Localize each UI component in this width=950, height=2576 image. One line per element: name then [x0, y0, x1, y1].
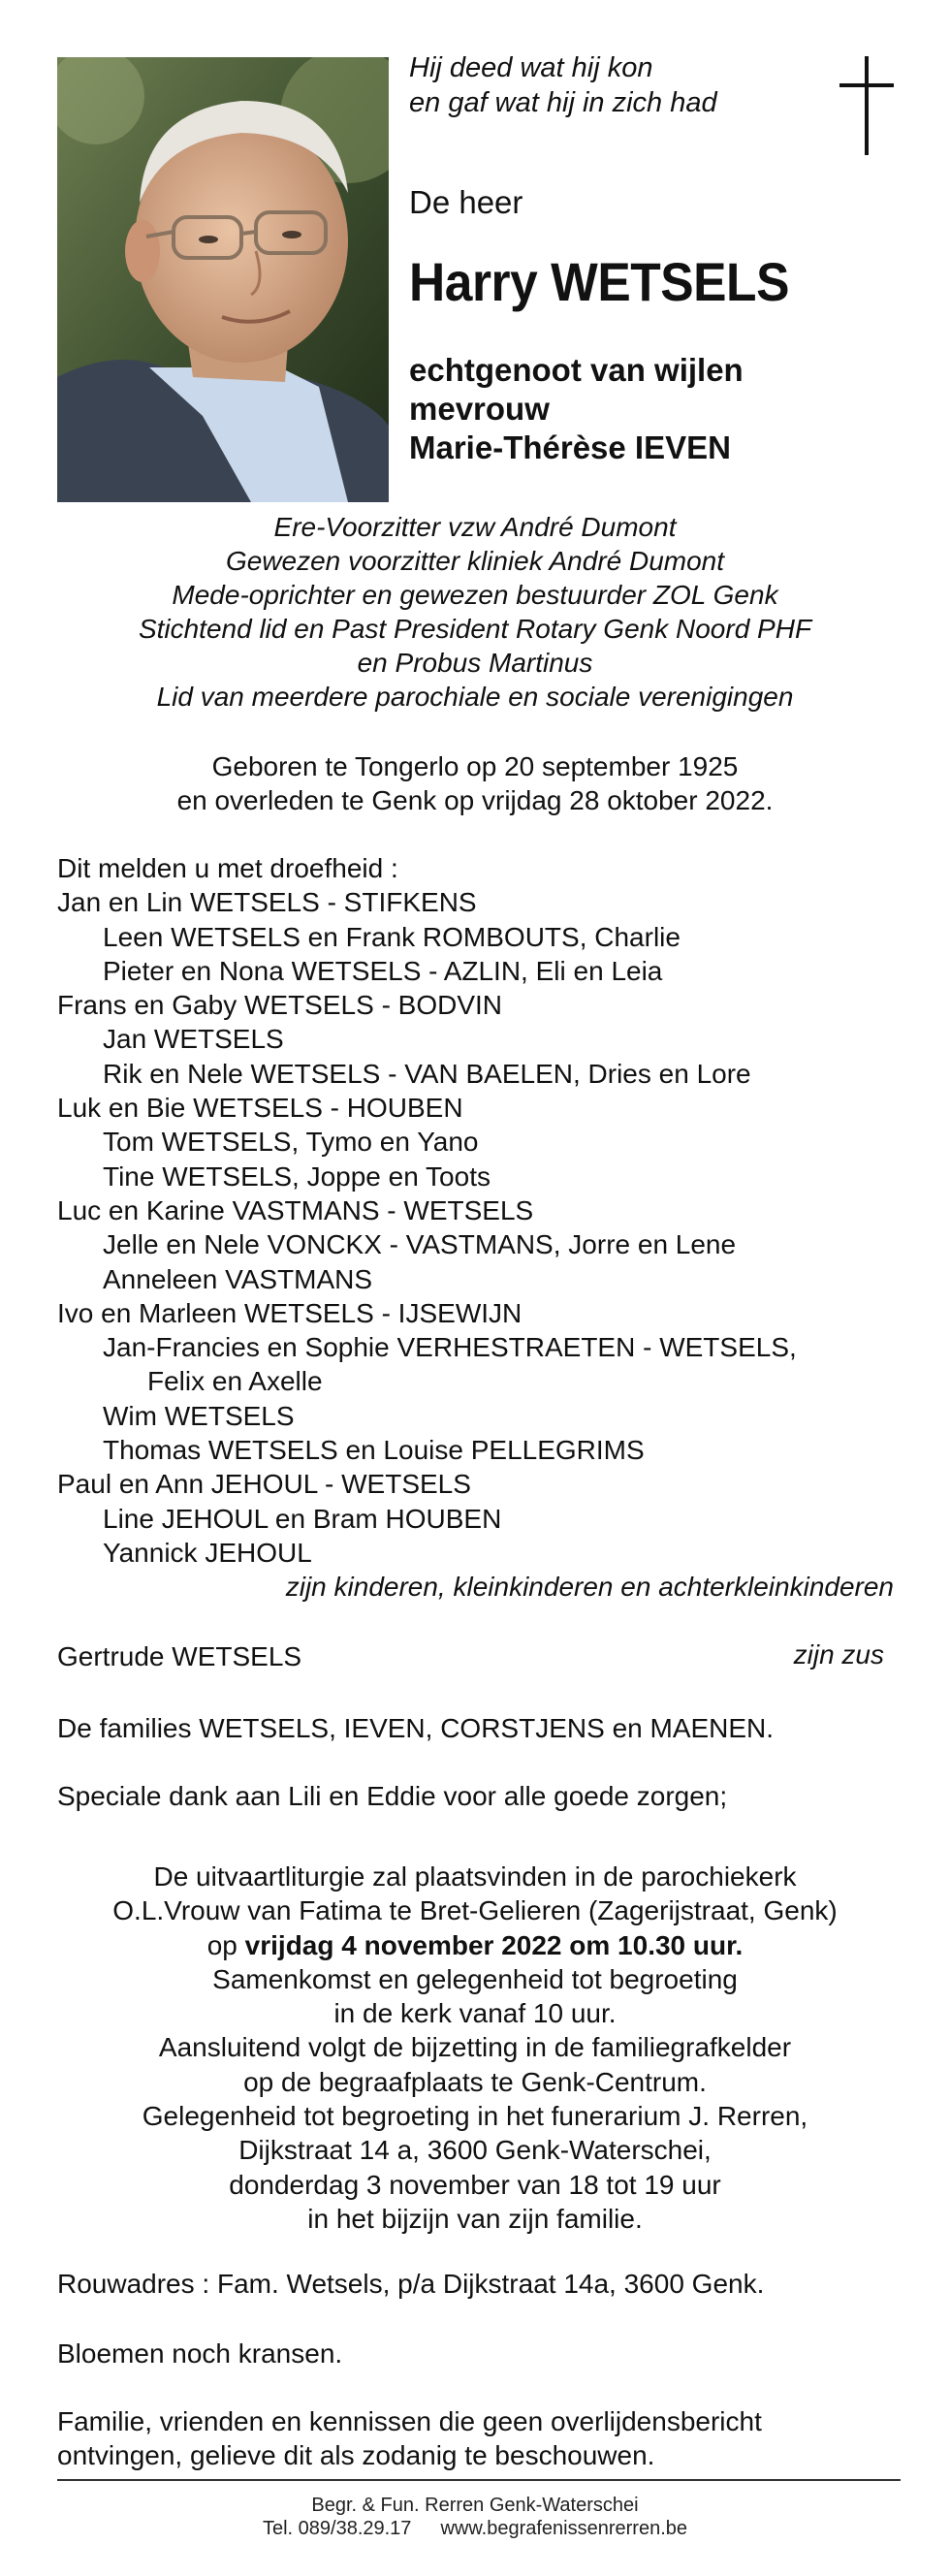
sister-name: Gertrude WETSELS [57, 1641, 302, 1671]
funeral-line: donderdag 3 november van 18 tot 19 uur [229, 2169, 721, 2200]
family-entry: Jan-Francies en Sophie VERHESTRAETEN - WETSELS, [103, 1332, 797, 1363]
funeral-date-prefix: op [206, 1929, 238, 1960]
mourning-address: Rouwadres : Fam. Wetsels, p/a Dijkstraat 14a, 3600 Genk. [57, 2269, 765, 2299]
notice-block [57, 2404, 762, 2472]
funeral-line: Samenkomst en gelegenheid tot begroeting [212, 1963, 738, 1994]
family-entry: Jelle en Nele VONCKX - VASTMANS, Jorre en Lene [103, 1229, 737, 1260]
funeral-date: vrijdag 4 november 2022 om 10.30 uur. [244, 1929, 744, 1960]
spouse-line: Marie-Thérèse IEVEN [409, 429, 731, 465]
role-line: Ere-Voorzitter vzw André Dumont [273, 512, 677, 542]
footer-company: Begr. & Fun. Rerren Genk-Waterschei [311, 2495, 639, 2516]
funeral-line: op de begraafplaats te Genk-Centrum. [243, 2066, 707, 2097]
birth-death-block [0, 749, 950, 817]
role-line: Mede-oprichter en gewezen bestuurder ZOL Genk [172, 580, 778, 610]
funeral-line: in het bijzijn van zijn familie. [307, 2203, 643, 2234]
family-entry: Rik en Nele WETSELS - VAN BAELEN, Dries en Lore [103, 1058, 751, 1089]
role-line: Gewezen voorzitter kliniek André Dumont [225, 546, 725, 576]
family-entry: Luk en Bie WETSELS - HOUBEN [57, 1093, 463, 1124]
footer-phone: Tel. 089/38.29.17 [262, 2518, 412, 2539]
family-entry: Leen WETSELS en Frank ROMBOUTS, Charlie [103, 921, 681, 952]
cross-icon [832, 56, 902, 155]
funeral-line: De uitvaartliturgie zal plaatsvinden in de parochiekerk [153, 1861, 797, 1892]
family-tagline: zijn kinderen, kleinkinderen en achterkleinkinderen [285, 1572, 894, 1602]
family-entry: Ivo en Marleen WETSELS - IJSEWIJN [57, 1297, 522, 1328]
portrait-illustration [57, 57, 389, 502]
quote-line: Hij deed wat hij kon [409, 52, 653, 83]
funeral-details [0, 1860, 950, 2236]
salutation: De heer [409, 184, 523, 220]
role-line: Stichtend lid en Past President Rotary Genk Noord PHF [138, 614, 812, 644]
spouse-block [409, 351, 744, 467]
notice-line: ontvingen, gelieve dit als zodanig te beschouwen. [57, 2440, 655, 2470]
family-list [57, 851, 901, 1570]
family-entry: Anneleen VASTMANS [103, 1263, 373, 1294]
funeral-line: Dijkstraat 14 a, 3600 Genk-Waterschei, [238, 2135, 712, 2166]
quote-line: en gaf wat hij in zich had [409, 87, 717, 118]
funeral-date-line [0, 1928, 950, 1962]
flowers-note: Bloemen noch kransen. [57, 2338, 343, 2369]
quote [409, 50, 717, 120]
thanks-line: Speciale dank aan Lili en Eddie voor alle goede zorgen; [57, 1781, 728, 1811]
funeral-line: Gelegenheid tot begroeting in het funerarium J. Rerren, [142, 2101, 808, 2132]
deceased-name: Harry WETSELS [409, 251, 789, 312]
role-line: Lid van meerdere parochiale en sociale verenigingen [156, 682, 794, 712]
roles-block [0, 510, 950, 714]
footer-contact [0, 2517, 950, 2540]
family-entry: Frans en Gaby WETSELS - BODVIN [57, 990, 503, 1021]
family-entry: Yannick JEHOUL [103, 1537, 312, 1568]
footer [0, 2494, 950, 2540]
portrait-photo [57, 57, 389, 502]
funeral-line: O.L.Vrouw van Fatima te Bret-Gelieren (Zagerijstraat, Genk) [112, 1895, 838, 1926]
footer-website[interactable]: www.begrafenissenrerren.be [440, 2518, 688, 2539]
role-line: en Probus Martinus [357, 648, 593, 678]
families-line: De families WETSELS, IEVEN, CORSTJENS en MAENEN. [57, 1713, 775, 1743]
funeral-line: Aansluitend volgt de bijzetting in de familiegrafkelder [158, 2032, 792, 2063]
family-entry: Line JEHOUL en Bram HOUBEN [103, 1503, 502, 1534]
family-entry: Paul en Ann JEHOUL - WETSELS [57, 1469, 471, 1500]
family-entry: Felix en Axelle [147, 1366, 323, 1397]
family-entry: Tom WETSELS, Tymo en Yano [103, 1127, 479, 1158]
footer-divider [57, 2479, 901, 2481]
family-entry: Thomas WETSELS en Louise PELLEGRIMS [103, 1435, 645, 1466]
family-entry: Jan en Lin WETSELS - STIFKENS [57, 887, 477, 918]
funeral-line: in de kerk vanaf 10 uur. [333, 1998, 617, 2029]
family-entry: Tine WETSELS, Joppe en Toots [103, 1161, 491, 1192]
family-entry: Jan WETSELS [103, 1024, 284, 1055]
spouse-line: echtgenoot van wijlen [409, 352, 744, 388]
death-line: en overleden te Genk op vrijdag 28 oktober 2022. [176, 785, 774, 815]
family-intro: Dit melden u met droefheid : [57, 853, 398, 883]
family-entry: Luc en Karine VASTMANS - WETSELS [57, 1194, 534, 1225]
family-entry: Pieter en Nona WETSELS - AZLIN, Eli en Leia [103, 955, 663, 986]
notice-line: Familie, vrienden en kennissen die geen overlijdensbericht [57, 2406, 762, 2436]
family-entry: Wim WETSELS [103, 1400, 295, 1431]
spouse-line: mevrouw [409, 391, 550, 427]
birth-line: Geboren te Tongerlo op 20 september 1925 [211, 751, 739, 781]
sister-relation: zijn zus [793, 1639, 884, 1670]
